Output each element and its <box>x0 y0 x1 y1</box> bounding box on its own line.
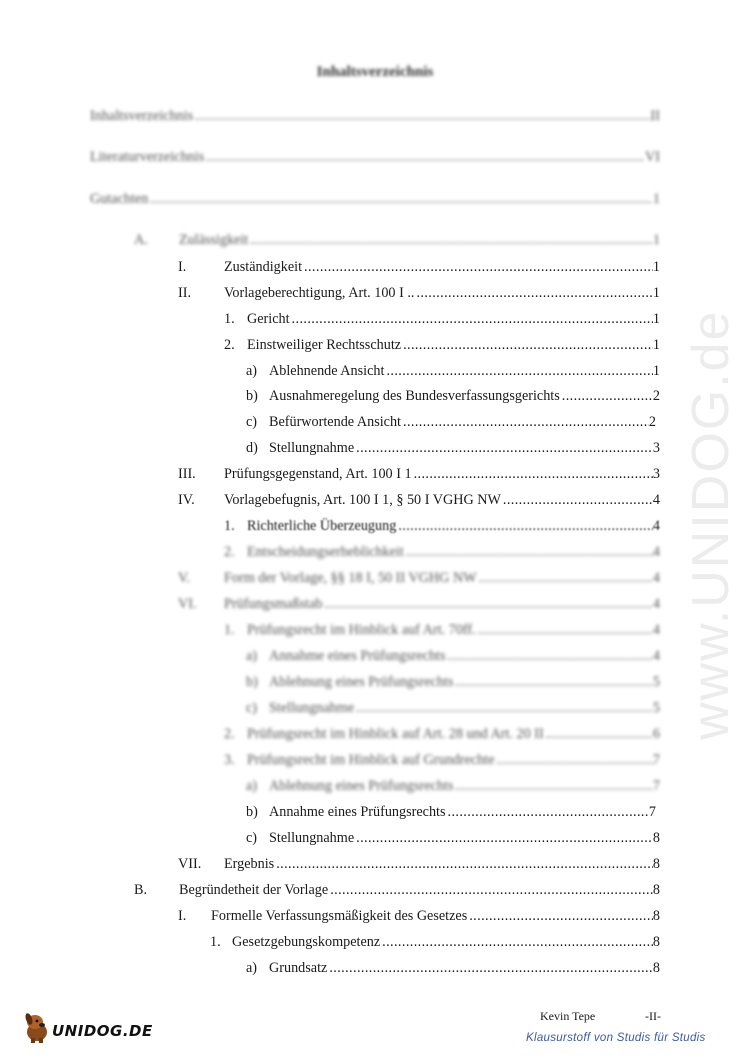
toc-label: Gutachten <box>90 191 149 207</box>
toc-number: V. <box>178 570 190 586</box>
toc-page: 1 <box>652 191 660 207</box>
toc-entry <box>178 906 660 926</box>
toc-page: 3 <box>652 466 660 482</box>
toc-page: 7 <box>648 804 656 820</box>
toc-number: c) <box>246 830 258 846</box>
toc-entry <box>90 147 660 167</box>
toc-page: 1 <box>652 311 660 327</box>
toc-page: 1 <box>652 337 660 353</box>
toc-label: Einstweiliger Rechtsschutz <box>247 337 402 353</box>
toc-label: Prüfungsrecht im Hinblick auf Art. 70ff. <box>247 622 476 638</box>
toc-entry <box>90 106 660 126</box>
toc-entry <box>224 724 660 744</box>
toc-label: Gericht <box>247 311 290 327</box>
toc-number: II. <box>178 285 191 301</box>
toc-page: 8 <box>652 830 660 846</box>
toc-page: 1 <box>652 259 660 275</box>
footer-page-number: -II- <box>645 1009 661 1023</box>
toc-entry <box>246 386 660 406</box>
toc-label: Vorlageberechtigung, Art. 100 I .. <box>224 285 415 301</box>
toc-entry <box>246 412 656 432</box>
toc-number: b) <box>246 388 258 404</box>
toc-page: 6 <box>652 726 660 742</box>
toc-page: 4 <box>652 622 660 638</box>
toc-label: Prüfungsrecht im Hinblick auf Art. 28 und Art. 20 II <box>247 726 544 742</box>
dog-icon <box>22 1010 52 1044</box>
toc-number: I. <box>178 259 187 275</box>
toc-page: VI <box>645 149 660 165</box>
toc-entry <box>246 646 660 666</box>
toc-label: Entscheidungserheblichkeit <box>247 544 404 560</box>
toc-number: 1. <box>224 518 235 534</box>
page-title: Inhaltsverzeichnis <box>316 64 434 80</box>
toc-number: 1. <box>224 622 235 638</box>
toc-label: Formelle Verfassungsmäßigkeit des Gesetzes <box>211 908 468 924</box>
toc-page: 8 <box>652 960 660 976</box>
toc-label: Grundsatz <box>269 960 328 976</box>
toc-page: 4 <box>652 648 660 664</box>
toc-number: d) <box>246 440 258 456</box>
toc-label: Ablehnung eines Prüfungsrechts <box>269 778 454 794</box>
toc-number: a) <box>246 960 258 976</box>
footer-tagline: Klausurstoff von Studis für Studis <box>526 1032 706 1044</box>
toc-label: Ablehnende Ansicht <box>269 363 385 379</box>
toc-entry <box>224 309 660 329</box>
toc-entry <box>178 464 660 484</box>
toc-entry <box>210 932 660 952</box>
watermark: www.UNIDOG.de <box>682 309 740 740</box>
toc-entry <box>224 335 660 355</box>
toc-entry <box>134 230 660 250</box>
toc-number: VII. <box>178 856 202 872</box>
toc-entry <box>246 698 660 718</box>
toc-label: Vorlagebefugnis, Art. 100 I 1, § 50 I VGHG NW <box>224 492 501 508</box>
toc-page: 5 <box>652 700 660 716</box>
toc-entry <box>134 880 660 900</box>
toc-entry <box>224 750 660 770</box>
toc-page: 3 <box>652 440 660 456</box>
toc-entry <box>246 776 660 796</box>
toc-number: I. <box>178 908 187 924</box>
toc-page: 4 <box>652 596 660 612</box>
toc-number: b) <box>246 804 258 820</box>
toc-number: a) <box>246 648 258 664</box>
toc-label: Zulässigkeit <box>179 232 249 248</box>
toc-entry <box>178 568 660 588</box>
toc-entry <box>224 542 660 562</box>
toc-label: Richterliche Überzeugung <box>247 518 397 534</box>
footer-author: Kevin Tepe <box>540 1009 596 1023</box>
toc-entry <box>246 958 660 978</box>
toc-page: 7 <box>652 778 660 794</box>
toc-number: VI. <box>178 596 197 612</box>
toc-number: 2. <box>224 544 235 560</box>
toc-entry <box>178 257 660 277</box>
toc-number: 3. <box>224 752 235 768</box>
toc-number: b) <box>246 674 258 690</box>
toc-entry <box>246 438 660 458</box>
toc-label: Inhaltsverzeichnis <box>90 108 194 124</box>
toc-number: a) <box>246 363 258 379</box>
toc-page: 4 <box>652 570 660 586</box>
toc-number: III. <box>178 466 196 482</box>
toc-label: Ergebnis <box>224 856 275 872</box>
toc-page: II <box>650 108 660 124</box>
toc-label: Befürwortende Ansicht <box>269 414 401 430</box>
toc-label: Literaturverzeichnis <box>90 149 205 165</box>
toc-page: 4 <box>652 544 660 560</box>
toc-number: IV. <box>178 492 195 508</box>
unidog-logo[interactable] <box>22 1010 157 1046</box>
toc-page: 7 <box>652 752 660 768</box>
toc-label: Annahme eines Prüfungsrechts <box>269 804 446 820</box>
toc-number: A. <box>134 232 148 248</box>
toc-number: a) <box>246 778 258 794</box>
toc-number: 1. <box>224 311 235 327</box>
toc-entry <box>178 283 660 303</box>
toc-label: Stellungnahme <box>269 700 355 716</box>
toc-page: 8 <box>652 934 660 950</box>
toc-number: c) <box>246 700 258 716</box>
toc-entry <box>178 490 660 510</box>
toc-label: Stellungnahme <box>269 830 355 846</box>
toc-entry <box>178 594 660 614</box>
toc-entry <box>178 854 660 874</box>
toc-page: 8 <box>652 908 660 924</box>
toc-page: 4 <box>652 492 660 508</box>
toc-entry <box>246 361 660 381</box>
toc-entry <box>224 620 660 640</box>
toc-entry <box>246 672 660 692</box>
toc-label: Prüfungsmaßstab <box>224 596 323 612</box>
toc-entry <box>246 802 656 822</box>
toc-page: 5 <box>652 674 660 690</box>
toc-entry <box>246 828 660 848</box>
logo-text: UNIDOG.DE <box>52 1022 153 1040</box>
toc-label: Zuständigkeit <box>224 259 303 275</box>
toc-number: 2. <box>224 337 235 353</box>
toc-page: 2 <box>648 414 656 430</box>
toc-page: 2 <box>652 388 660 404</box>
toc-number: B. <box>134 882 148 898</box>
toc-label: Annahme eines Prüfungsrechts <box>269 648 446 664</box>
toc-label: Begründetheit der Vorlage <box>179 882 329 898</box>
toc-page: 4 <box>652 518 660 534</box>
toc-page: 1 <box>652 232 660 248</box>
toc-label: Prüfungsrecht im Hinblick auf Grundrechte <box>247 752 495 768</box>
toc-entry <box>224 516 660 536</box>
toc-number: c) <box>246 414 258 430</box>
toc-page: 8 <box>652 856 660 872</box>
toc-number: 2. <box>224 726 235 742</box>
toc-entry <box>90 189 660 209</box>
toc-label: Form der Vorlage, §§ 18 I, 50 II VGHG NW <box>224 570 477 586</box>
toc-page: 1 <box>652 285 660 301</box>
toc-page: 1 <box>652 363 660 379</box>
toc-number: 1. <box>210 934 221 950</box>
toc-page: 8 <box>652 882 660 898</box>
toc-label: Gesetzgebungskompetenz <box>232 934 381 950</box>
toc-label: Stellungnahme <box>269 440 355 456</box>
toc-label: Ablehnung eines Prüfungsrechts <box>269 674 454 690</box>
toc-label: Ausnahmeregelung des Bundesverfassungsgerichts <box>269 388 560 404</box>
toc-label: Prüfungsgegenstand, Art. 100 I 1 <box>224 466 412 482</box>
